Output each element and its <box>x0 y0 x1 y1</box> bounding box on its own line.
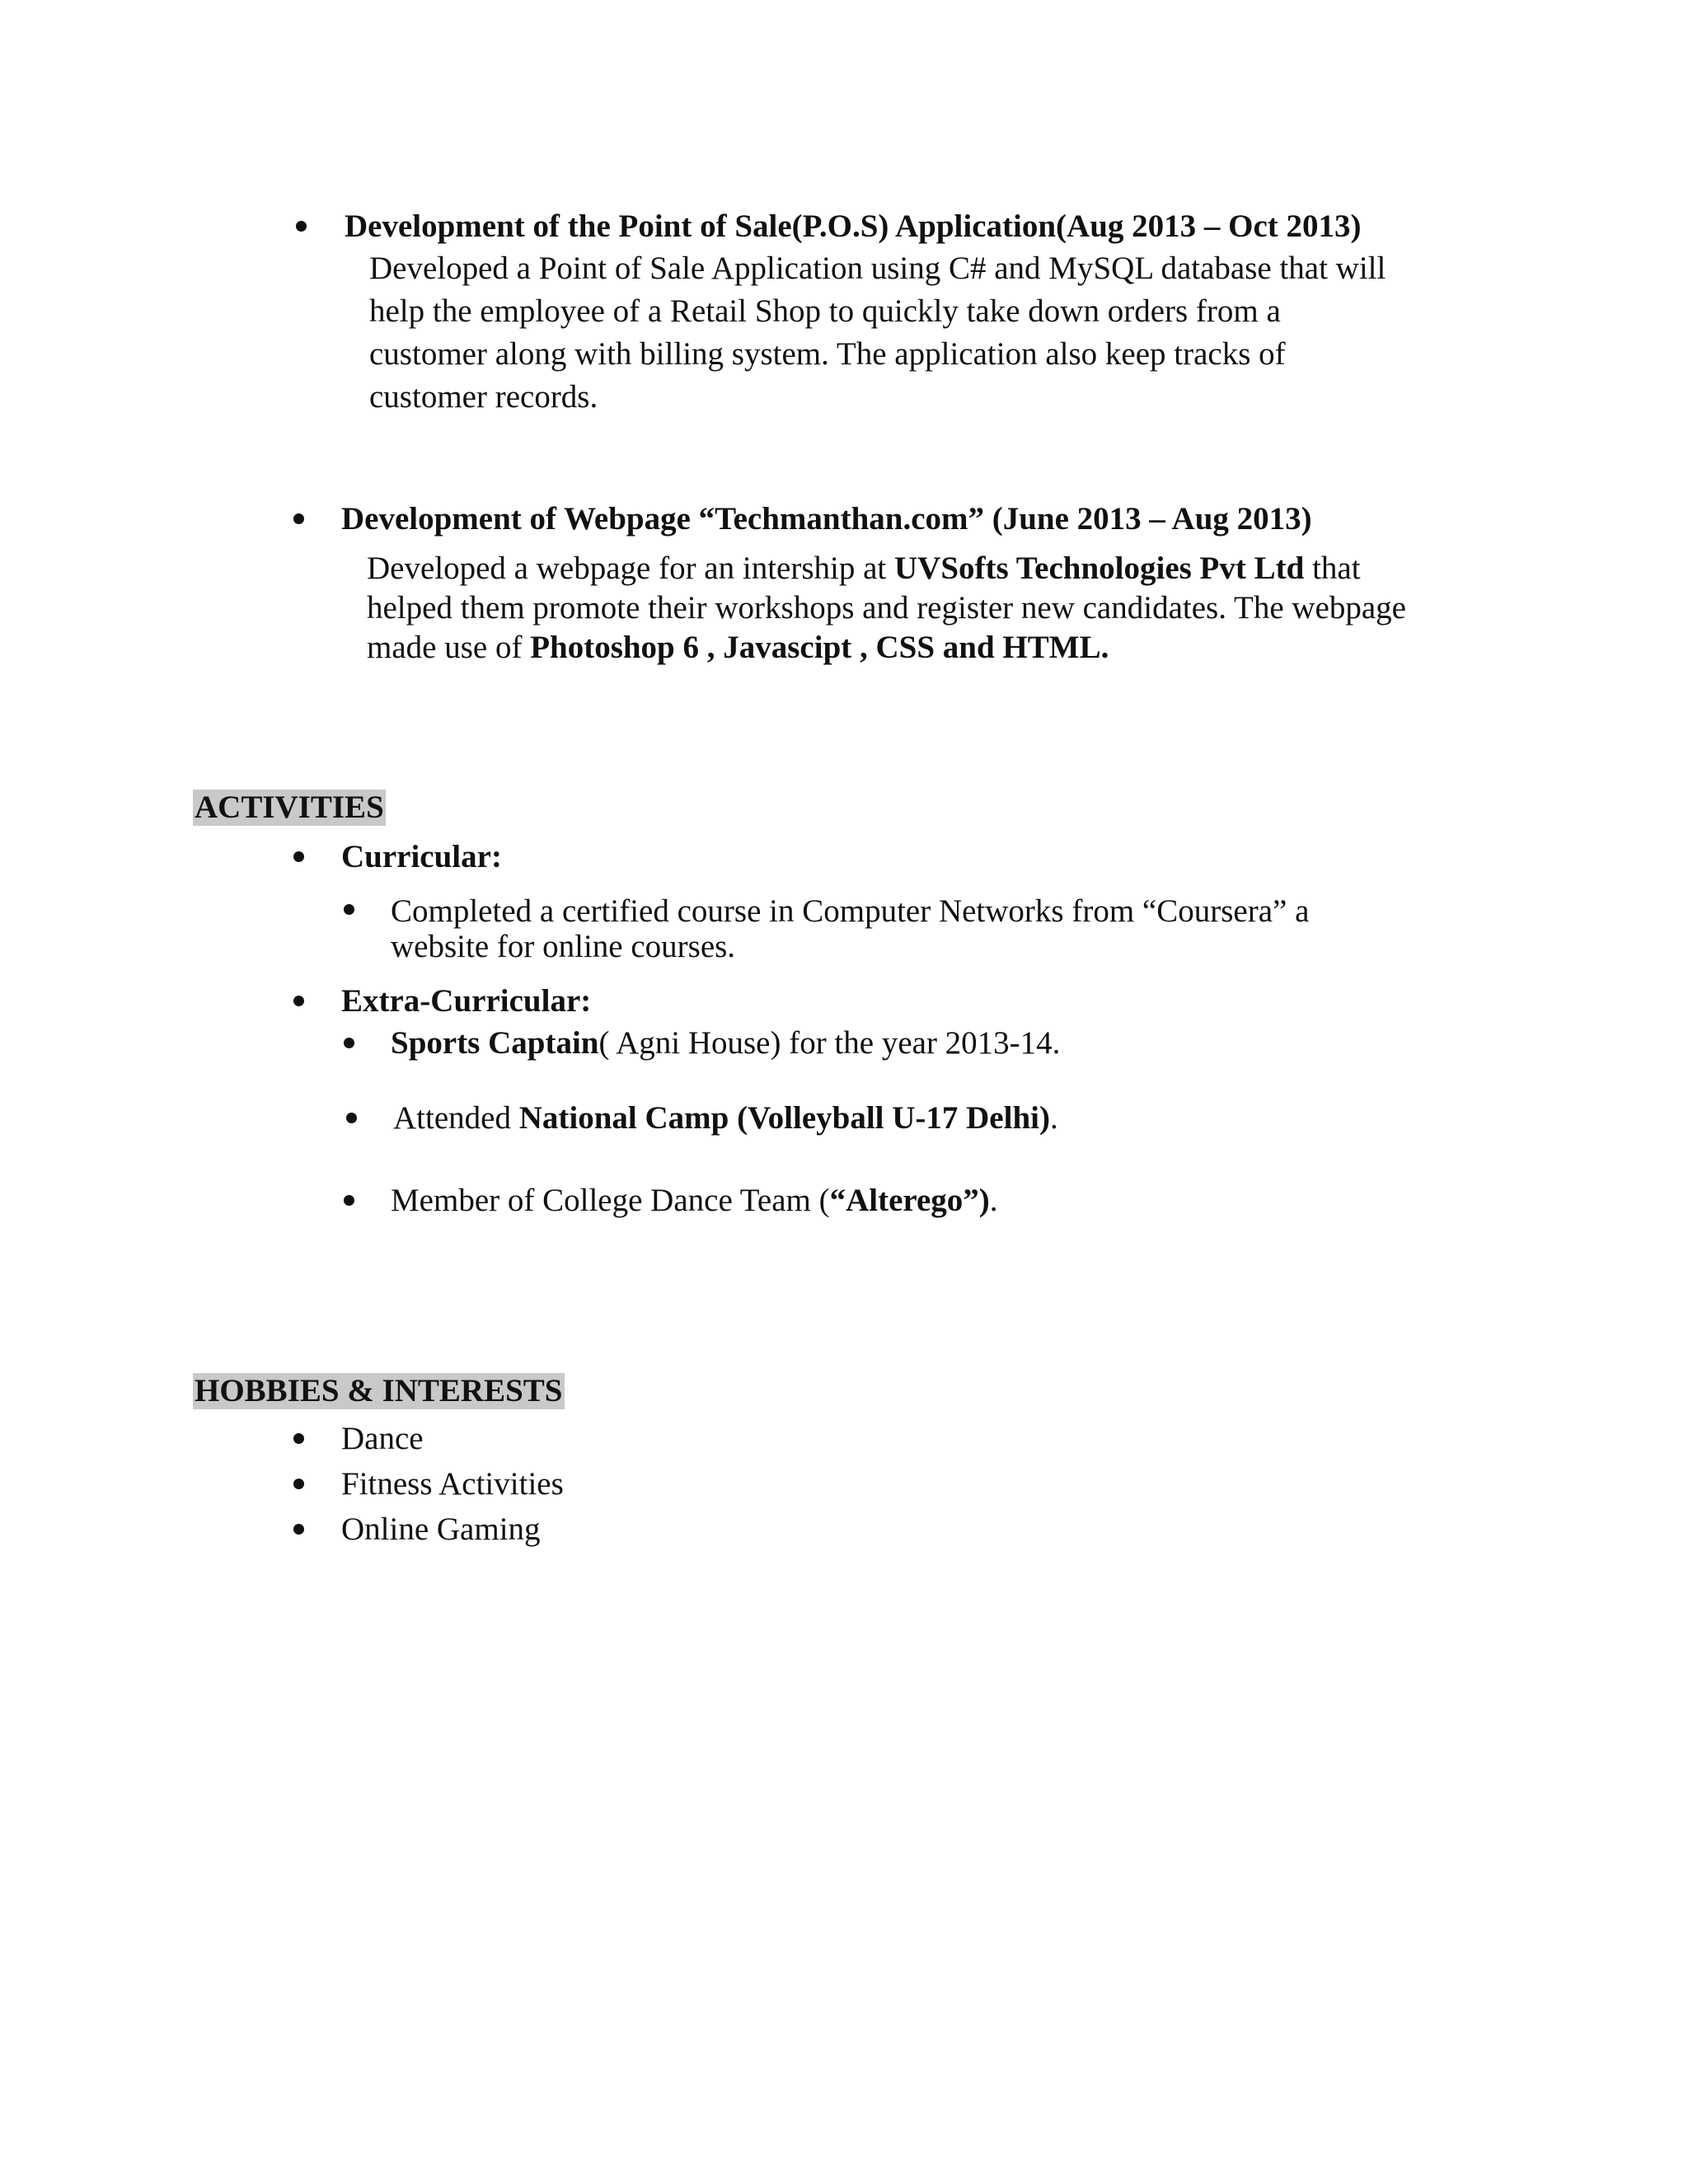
curricular-label: Curricular: <box>341 839 502 874</box>
project-desc-line: helped them promote their workshops and register new candidates. The webpage <box>367 590 1406 626</box>
extra-item-sports: Sports Captain( Agni House) for the year 2013-14. <box>391 1025 1061 1061</box>
curricular-item <box>391 893 1309 964</box>
project-desc-pos <box>369 247 1386 419</box>
project-desc-line: help the employee of a Retail Shop to quickly take down orders from a <box>369 293 1281 329</box>
bullet-icon <box>293 1479 304 1489</box>
extra-item-dance: Member of College Dance Team (“Alterego”). <box>391 1183 998 1218</box>
bullet-icon <box>293 1433 304 1444</box>
project-desc-line: customer along with billing system. The application also keep tracks of <box>369 336 1286 372</box>
hobbies-heading: HOBBIES & INTERESTS <box>195 1373 563 1408</box>
project-desc-line: Developed a webpage for an intership at UVSofts Technologies Pvt Ltd that <box>367 551 1361 586</box>
bullet-icon <box>293 513 304 524</box>
project-title-pos: Development of the Point of Sale(P.O.S) Application(Aug 2013 – Oct 2013) <box>345 209 1362 244</box>
bullet-icon <box>344 904 354 915</box>
bullet-icon <box>346 1113 357 1123</box>
bullet-icon <box>293 851 304 862</box>
bullet-icon <box>344 1038 354 1048</box>
bullet-icon <box>293 1524 304 1535</box>
curricular-item-line: Completed a certified course in Computer Networks from “Coursera” a <box>391 893 1310 929</box>
project-desc-line: customer records. <box>369 379 598 415</box>
hobby-item: Fitness Activities <box>341 1466 564 1502</box>
hobby-item: Online Gaming <box>341 1511 541 1547</box>
extra-curricular-label: Extra-Curricular: <box>341 983 592 1019</box>
bullet-icon <box>293 996 304 1006</box>
bullet-icon <box>296 221 307 232</box>
activities-heading: ACTIVITIES <box>195 790 384 825</box>
curricular-item-line: website for online courses. <box>391 929 736 964</box>
project-desc-line: made use of Photoshop 6 , Javascipt , CSS and HTML. <box>367 630 1109 665</box>
hobby-item: Dance <box>341 1421 424 1456</box>
project-desc-line: Developed a Point of Sale Application using C# and MySQL database that will <box>369 251 1386 286</box>
bullet-icon <box>344 1195 354 1206</box>
extra-item-camp: Attended National Camp (Volleyball U-17 Delhi). <box>393 1100 1058 1136</box>
project-title-webpage: Development of Webpage “Techmanthan.com” (June 2013 – Aug 2013) <box>341 501 1312 537</box>
project-desc-webpage <box>367 549 1406 668</box>
